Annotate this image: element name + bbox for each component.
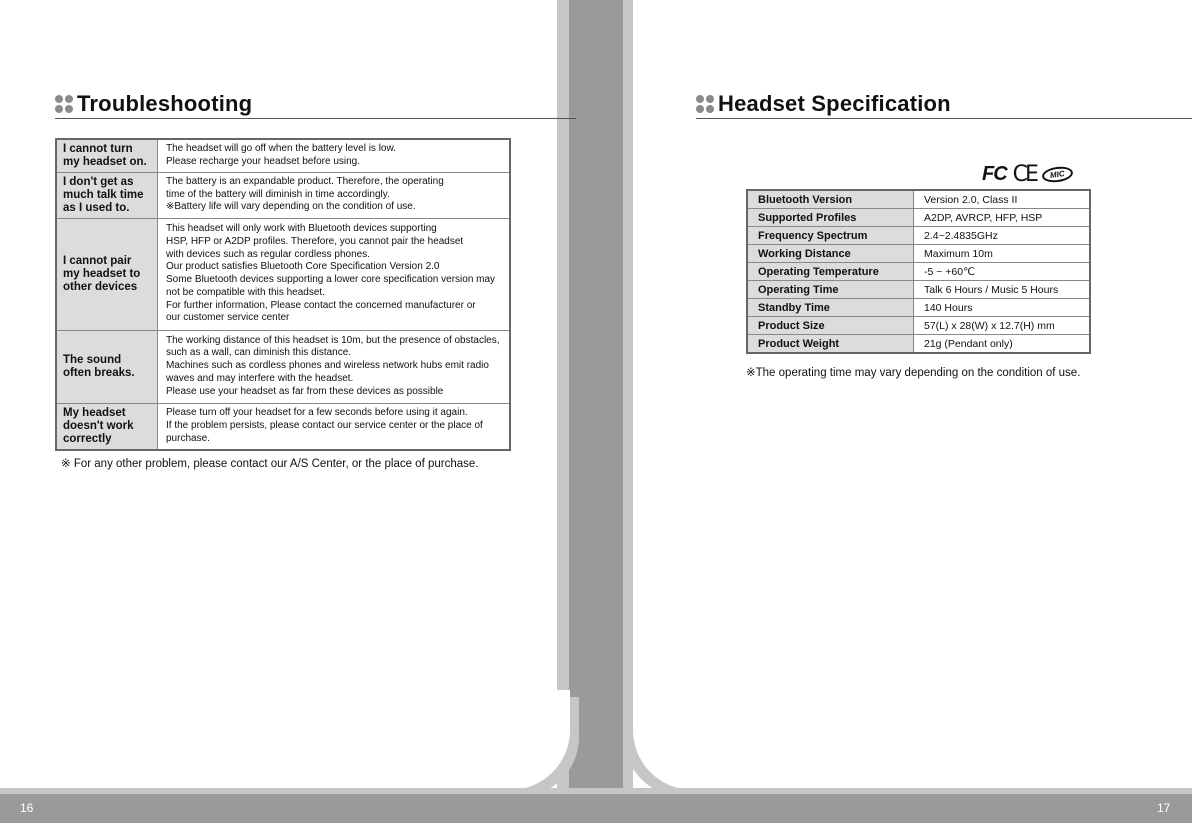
table-row (56, 139, 510, 172)
solution-line: Our product satisfies Bluetooth Core Specification Version 2.0 (166, 261, 440, 273)
bullet-dots-icon (55, 95, 73, 113)
solution-line: ※Battery life will vary depending on the condition of use. (166, 201, 416, 213)
ce-logo-icon: CE (1012, 162, 1036, 187)
spec-value: A2DP, AVRCP, HFP, HSP (914, 209, 1091, 227)
spec-label: Operating Time (747, 281, 914, 299)
table-row (747, 245, 1090, 263)
spec-label: Operating Temperature (747, 263, 914, 281)
table-row (747, 335, 1090, 354)
certification-logos (982, 162, 1073, 187)
spec-value: 57(L) x 28(W) x 12.7(H) mm (914, 317, 1091, 335)
problem-cell: The sound often breaks. (56, 330, 158, 403)
problem-cell: I cannot pair my headset to other devices (56, 218, 158, 330)
bullet-dots-icon (696, 95, 714, 113)
solution-line: waves and may interfere with the headset. (166, 372, 354, 384)
table-row (747, 190, 1090, 209)
page-number-left: 16 (20, 801, 34, 815)
spec-value: Maximum 10m (914, 245, 1091, 263)
specification-table (746, 189, 1091, 354)
spec-label: Bluetooth Version (747, 190, 914, 209)
fcc-logo-icon: FC (982, 163, 1007, 185)
troubleshooting-heading (55, 90, 576, 119)
solution-cell (158, 403, 511, 450)
spec-value: 2.4~2.4835GHz (914, 227, 1091, 245)
spec-value: Talk 6 Hours / Music 5 Hours (914, 281, 1091, 299)
mic-logo-icon: MIC (1041, 165, 1073, 184)
solution-line: time of the battery will diminish in time accordingly. (166, 188, 390, 200)
spec-label: Working Distance (747, 245, 914, 263)
table-row (747, 263, 1090, 281)
spec-label: Product Size (747, 317, 914, 335)
table-row (56, 330, 510, 403)
solution-line: Some Bluetooth devices supporting a lower core specification version may (166, 274, 496, 286)
solution-cell (158, 330, 511, 403)
solution-line: purchase. (166, 432, 210, 444)
spine-curve-right (633, 690, 693, 790)
table-row (56, 218, 510, 330)
spec-value: 140 Hours (914, 299, 1091, 317)
solution-line: such as a wall, can diminish this distance. (166, 347, 352, 359)
solution-line: This headset will only work with Bluetooth devices supporting (166, 222, 437, 234)
solution-line: our customer service center (166, 312, 290, 324)
solution-cell (158, 218, 511, 330)
book-spine-inner (569, 0, 623, 823)
solution-cell (158, 172, 511, 218)
specification-heading (696, 90, 1192, 119)
specification-note: ※The operating time may vary depending on the condition of use. (746, 367, 1081, 379)
solution-line: Please recharge your headset before using. (166, 155, 361, 167)
spec-label: Product Weight (747, 335, 914, 354)
solution-line: For further information, Please contact the concerned manufacturer or (166, 299, 476, 311)
spec-value: Version 2.0, Class II (914, 190, 1091, 209)
spec-label: Supported Profiles (747, 209, 914, 227)
solution-line: The headset will go off when the battery level is low. (166, 143, 396, 154)
solution-line: not be compatible with this headset. (166, 286, 325, 298)
solution-line: The battery is an expandable product. Therefore, the operating (166, 175, 444, 187)
spec-value: 21g (Pendant only) (914, 335, 1091, 354)
solution-line: HSP, HFP or A2DP profiles. Therefore, you cannot pair the headset (166, 235, 464, 247)
table-row (56, 172, 510, 218)
spec-label: Standby Time (747, 299, 914, 317)
solution-line: Please turn off your headset for a few seconds before using it again. (166, 407, 468, 419)
solution-line: Machines such as cordless phones and wireless network hubs emit radio (166, 360, 489, 372)
page-number-right: 17 (1157, 801, 1171, 815)
table-row (747, 209, 1090, 227)
page-title-troubleshooting: Troubleshooting (77, 91, 253, 116)
troubleshooting-table (55, 138, 511, 451)
problem-cell: I don't get as much talk time as I used to. (56, 172, 158, 218)
problem-cell: I cannot turn my headset on. (56, 139, 158, 172)
table-row (747, 299, 1090, 317)
solution-line: with devices such as regular cordless phones. (166, 248, 370, 260)
table-row (747, 227, 1090, 245)
footer-band (0, 794, 1192, 823)
solution-line: Please use your headset as far from these devices as possible (166, 385, 444, 397)
problem-cell: My headset doesn't work correctly (56, 403, 158, 450)
spec-value: -5 ~ +60℃ (914, 263, 1091, 281)
troubleshooting-note: ※ For any other problem, please contact our A/S Center, or the place of purchase. (61, 458, 479, 470)
solution-line: The working distance of this headset is 10m, but the presence of obstacles, (166, 334, 500, 346)
solution-cell (158, 139, 511, 172)
solution-line: If the problem persists, please contact our service center or the place of (166, 419, 483, 431)
table-row (747, 281, 1090, 299)
page-title-specification: Headset Specification (718, 91, 951, 116)
spec-label: Frequency Spectrum (747, 227, 914, 245)
table-row (56, 403, 510, 450)
table-row (747, 317, 1090, 335)
